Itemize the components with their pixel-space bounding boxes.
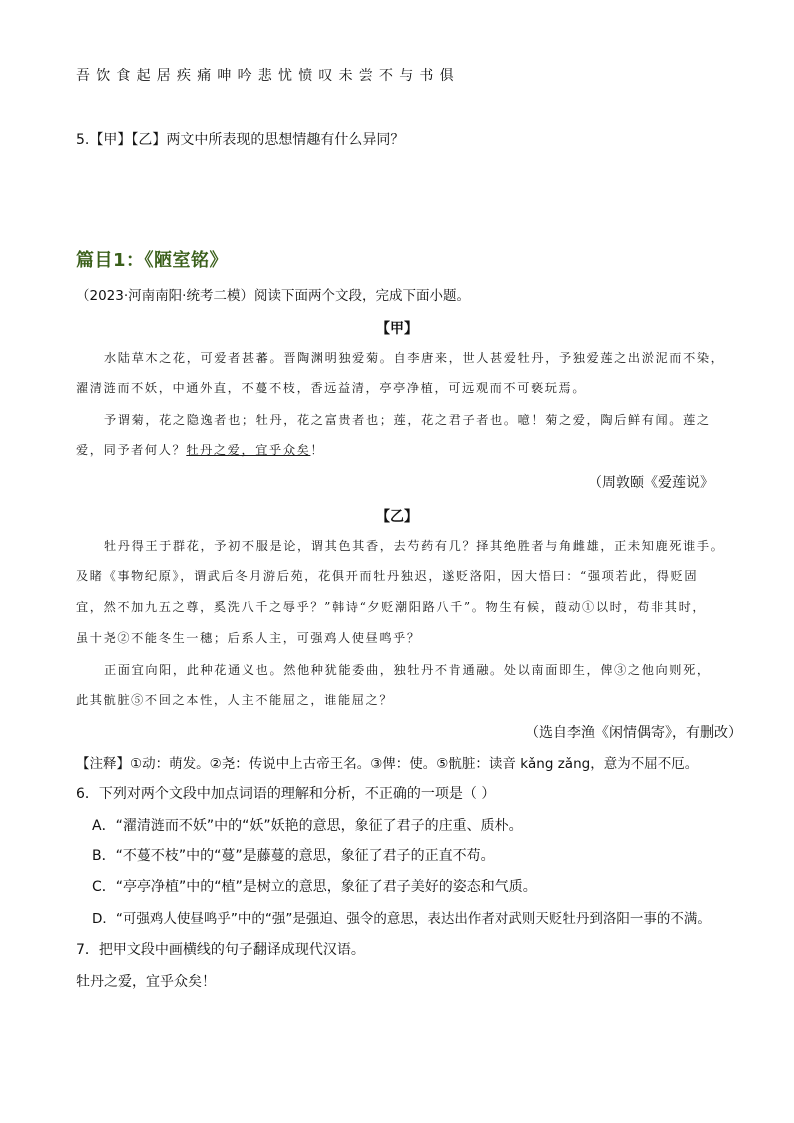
underlined-sentence: 牡丹之爱，宜乎众矣 <box>186 443 311 457</box>
top-text-line: 吾饮食起居疾痛呻吟悲忧愤叹未尝不与书俱 <box>76 68 460 84</box>
yi-line-5: 正面宜向阳，此种花通义也。然他种犹能委曲，独牡丹不肯通融。处以南面即生，俾③之他向则死， <box>104 663 711 677</box>
jia-source: （周敦颐《爱莲说》 <box>588 475 714 491</box>
question-7: 7．把甲文段中画横线的句子翻译成现代汉语。 <box>76 942 365 958</box>
yi-label: 【乙】 <box>376 509 418 525</box>
question-6: 6．下列对两个文段中加点词语的理解和分析，不正确的一项是（ ） <box>76 786 496 802</box>
q6-option-c: C．“亭亭净植”中的“植”是树立的意思，象征了君子美好的姿态和气质。 <box>92 879 537 895</box>
section-title: 篇目1：《陋室铭》 <box>76 250 229 271</box>
jia-paragraph-1-line-1: 水陆草木之花，可爱者甚蕃。晋陶渊明独爱菊。自李唐来，世人甚爱牡丹，予独爱莲之出淤泥而不染， <box>104 351 725 365</box>
yi-line-6: 此其骯脏⑤不回之本性，人主不能屈之，谁能屈之？ <box>76 693 394 707</box>
yi-line-1: 牡丹得王于群花，予初不服是论，谓其色其香，去芍药有几？择其绝胜者与角雌雄，正未知鹿死谁手。 <box>104 539 725 553</box>
q6-option-b: B．“不蔓不枝”中的“蔓”是藤蔓的意思，象征了君子的正直不苟。 <box>92 848 495 864</box>
intro-text: （2023·河南南阳·统考二模）阅读下面两个文段，完成下面小题。 <box>76 288 470 304</box>
jia-paragraph-2-line-1: 予谓菊，花之隐逸者也；牡丹，花之富贵者也；莲，花之君子者也。噫！菊之爱，陶后鲜有闻。莲之 <box>104 413 711 427</box>
notes: 【注释】①动：萌发。②尧：传说中上古帝王名。③俾：使。⑤骯脏：读音 kǎng zǎng，意为不屈不厄。 <box>76 756 699 772</box>
yi-source: （选自李渔《闲情偶寄》，有删改） <box>525 725 742 741</box>
question-7-answer: 牡丹之爱，宜乎众矣！ <box>76 974 216 990</box>
yi-line-3: 宜，然不加九五之尊，奚洗八千之辱乎？”韩诗“夕贬潮阳路八千”。物生有候，葭动①以时，苟非其时， <box>76 600 707 614</box>
jia-text-segment: 爱，同予者何人？ <box>76 443 187 457</box>
jia-label: 【甲】 <box>376 321 418 337</box>
q6-option-a: A．“濯清涟而不妖”中的“妖”妖艳的意思，象征了君子的庄重、质朴。 <box>92 818 523 834</box>
question-5: 5.【甲】【乙】两文中所表现的思想情趣有什么异同？ <box>76 132 405 148</box>
yi-line-4: 虽十尧②不能冬生一穗；后系人主，可强鸡人使昼鸣乎？ <box>76 631 421 645</box>
jia-paragraph-1-line-2: 濯清涟而不妖，中通外直，不蔓不枝，香远益清，亭亭净植，可远观而不可亵玩焉。 <box>76 381 587 395</box>
jia-text-end: ！ <box>310 443 325 457</box>
q6-option-d: D．“可强鸡人使昼鸣乎”中的“强”是强迫、强令的意思，表达出作者对武则天贬牡丹到洛阳一事的不满。 <box>92 911 711 927</box>
jia-paragraph-2-line-2 <box>76 440 744 460</box>
yi-line-2: 及睹《事物纪原》，谓武后冬月游后苑，花俱开而牡丹独迟，遂贬洛阳，因大悟曰：“强项若此，得贬固 <box>76 569 699 583</box>
